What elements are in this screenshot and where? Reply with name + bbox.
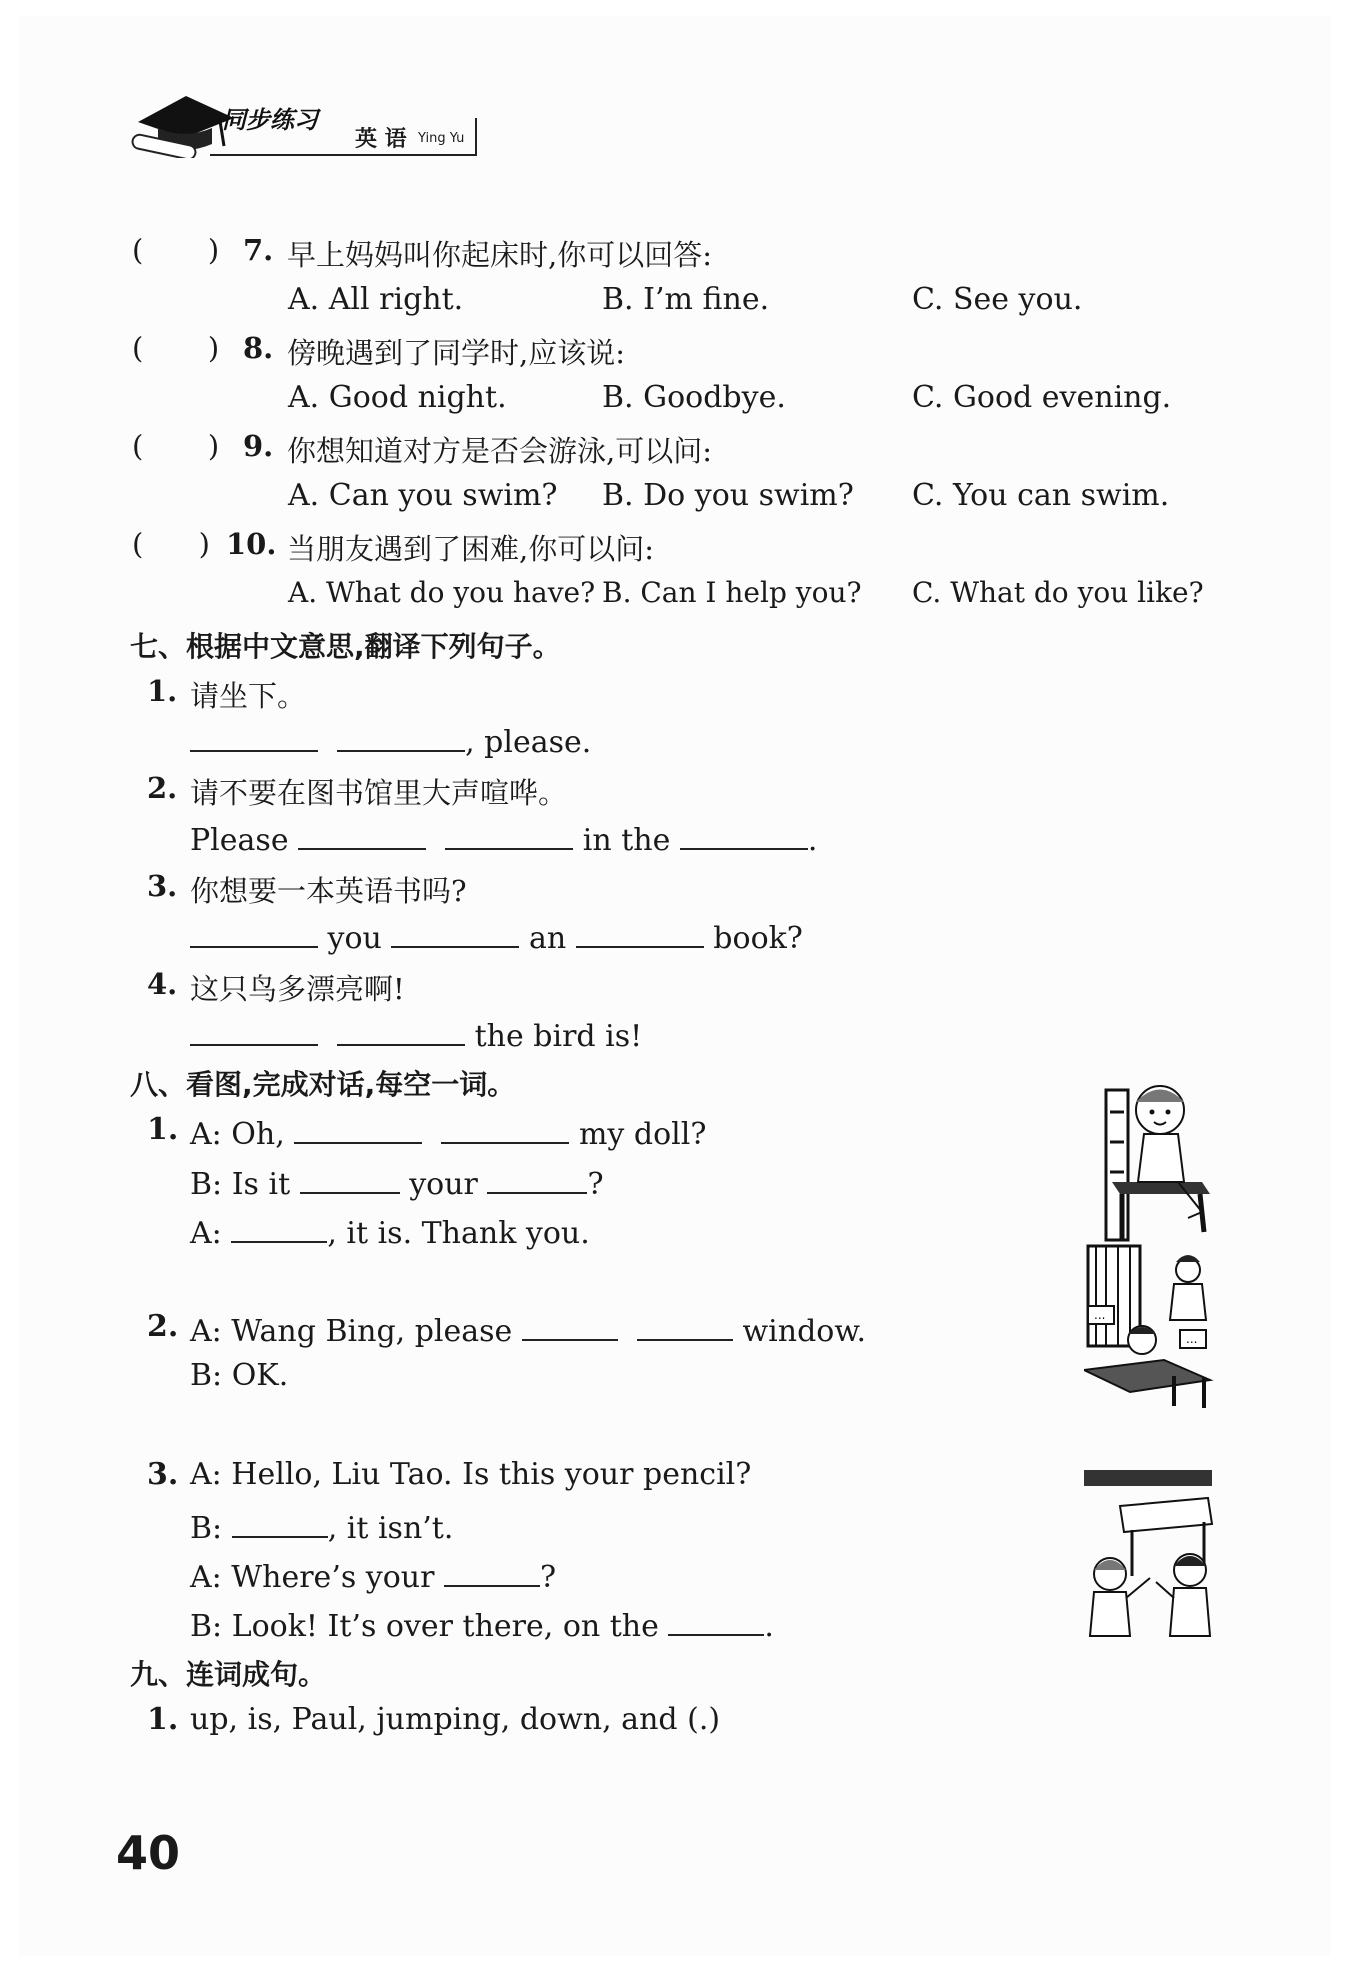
speaker-text: my doll? — [578, 1117, 707, 1152]
answer-blank[interactable] — [231, 1211, 327, 1243]
answer-blank[interactable] — [337, 1014, 465, 1046]
english-line — [190, 1014, 642, 1054]
section-8-title: 八、看图,完成对话,每空一词。 — [130, 1068, 516, 1101]
option-b: B. I’m fine. — [602, 282, 770, 317]
section-9-title: 九、连词成句。 — [130, 1658, 327, 1691]
speaker-text: , it isn’t. — [327, 1511, 454, 1546]
answer-blank[interactable] — [680, 818, 808, 850]
chinese-sentence: 请坐下。 — [190, 679, 307, 713]
speaker-text: ? — [540, 1560, 557, 1595]
speaker-text: , it is. Thank you. — [327, 1216, 590, 1251]
answer-blank[interactable] — [445, 818, 573, 850]
sentence-text: in the — [582, 823, 671, 858]
answer-blank[interactable] — [337, 720, 465, 752]
dialogue-line — [190, 1211, 590, 1251]
answer-blank[interactable] — [441, 1112, 569, 1144]
dialogue-line — [190, 1506, 453, 1546]
page-number: 40 — [116, 1826, 181, 1880]
answer-bracket[interactable]: ( ) — [132, 527, 210, 561]
option-b: B. Goodbye. — [602, 380, 786, 415]
item-number: 1. — [147, 1702, 179, 1737]
speaker-text: . — [764, 1609, 774, 1644]
sentence-text: you — [327, 921, 382, 956]
option-a: A. All right. — [288, 282, 464, 317]
answer-blank[interactable] — [391, 916, 519, 948]
chinese-sentence: 你想要一本英语书吗? — [190, 874, 467, 908]
speaker-text: A: Where’s your — [190, 1560, 435, 1595]
series-title: 同步练习 — [222, 106, 318, 134]
option-c: C. Good evening. — [912, 380, 1172, 415]
subject-label: 英 语 — [355, 127, 407, 152]
answer-bracket[interactable]: ( ) — [132, 331, 220, 365]
answer-blank[interactable] — [300, 1162, 400, 1194]
english-line — [190, 818, 817, 858]
item-number: 3. — [147, 1457, 179, 1492]
question-text: 当朋友遇到了困难,你可以问: — [287, 532, 654, 566]
answer-blank[interactable] — [190, 916, 318, 948]
children-pointing-illustration — [1080, 1466, 1216, 1642]
option-c: C. What do you like? — [912, 576, 1204, 609]
dialogue-line — [190, 1604, 774, 1644]
classroom-window-illustration — [1084, 1240, 1216, 1410]
answer-blank[interactable] — [298, 818, 426, 850]
sentence-text: , please. — [465, 725, 592, 760]
answer-blank[interactable] — [444, 1555, 540, 1587]
item-number: 3. — [147, 869, 178, 903]
answer-bracket[interactable]: ( ) — [132, 233, 220, 267]
section-7-title: 七、根据中文意思,翻译下列句子。 — [130, 630, 561, 663]
dialogue-line: B: OK. — [190, 1358, 289, 1393]
item-number: 1. — [147, 674, 178, 708]
sentence-text: book? — [713, 921, 803, 956]
english-line — [190, 916, 803, 956]
item-number: 2. — [147, 1309, 179, 1344]
question-text: 你想知道对方是否会游泳,可以问: — [287, 434, 712, 468]
question-number: 10. — [226, 527, 277, 561]
speaker-text: ? — [587, 1167, 604, 1202]
item-number: 1. — [147, 1112, 179, 1147]
speaker-text: B: — [190, 1511, 223, 1546]
question-number: 8. — [243, 331, 274, 365]
sentence-text: Please — [190, 823, 289, 858]
answer-blank[interactable] — [190, 1014, 318, 1046]
answer-blank[interactable] — [190, 720, 318, 752]
answer-blank[interactable] — [576, 916, 704, 948]
question-number: 9. — [243, 429, 274, 463]
answer-bracket[interactable]: ( ) — [132, 429, 220, 463]
option-c: C. You can swim. — [912, 478, 1170, 513]
speaker-text: A: Wang Bing, please — [190, 1314, 513, 1349]
speaker-text: your — [409, 1167, 478, 1202]
option-a: A. What do you have? — [288, 576, 596, 609]
sentence-text: the bird is! — [474, 1019, 643, 1054]
chinese-sentence: 这只鸟多漂亮啊! — [190, 972, 405, 1006]
sentence-text: . — [807, 823, 818, 858]
dialogue-line — [190, 1112, 706, 1152]
dialogue-line — [190, 1309, 866, 1349]
dialogue-line — [190, 1162, 604, 1202]
answer-blank[interactable] — [522, 1309, 618, 1341]
question-text: 早上妈妈叫你起床时,你可以回答: — [287, 238, 712, 272]
svg-text:...: ... — [1094, 1308, 1106, 1322]
answer-blank[interactable] — [668, 1604, 764, 1636]
answer-blank[interactable] — [232, 1506, 328, 1538]
scrambled-words: up, is, Paul, jumping, down, and (.) — [190, 1702, 721, 1737]
option-b: B. Can I help you? — [602, 576, 862, 609]
item-number: 2. — [147, 771, 178, 805]
dialogue-line: A: Hello, Liu Tao. Is this your pencil? — [190, 1457, 752, 1492]
subject-pinyin: Ying Yu — [418, 131, 465, 146]
speaker-text: A: Oh, — [190, 1117, 285, 1152]
answer-blank[interactable] — [487, 1162, 587, 1194]
option-b: B. Do you swim? — [602, 478, 854, 513]
speaker-text: B: Look! It’s over there, on the — [190, 1609, 659, 1644]
option-c: C. See you. — [912, 282, 1083, 317]
item-number: 4. — [147, 967, 178, 1001]
svg-text:...: ... — [1186, 1332, 1198, 1346]
question-text: 傍晚遇到了同学时,应该说: — [287, 336, 625, 370]
answer-blank[interactable] — [637, 1309, 733, 1341]
option-a: A. Can you swim? — [288, 478, 558, 513]
speaker-text: A: — [190, 1216, 222, 1251]
answer-blank[interactable] — [294, 1112, 422, 1144]
question-number: 7. — [243, 233, 274, 267]
sentence-text: an — [528, 921, 567, 956]
doll-on-chair-illustration — [1092, 1072, 1222, 1242]
option-a: A. Good night. — [288, 380, 507, 415]
speaker-text: window. — [742, 1314, 866, 1349]
english-line — [190, 720, 591, 760]
chinese-sentence: 请不要在图书馆里大声喧哗。 — [190, 776, 568, 810]
speaker-text: B: Is it — [190, 1167, 291, 1202]
dialogue-line — [190, 1555, 556, 1595]
